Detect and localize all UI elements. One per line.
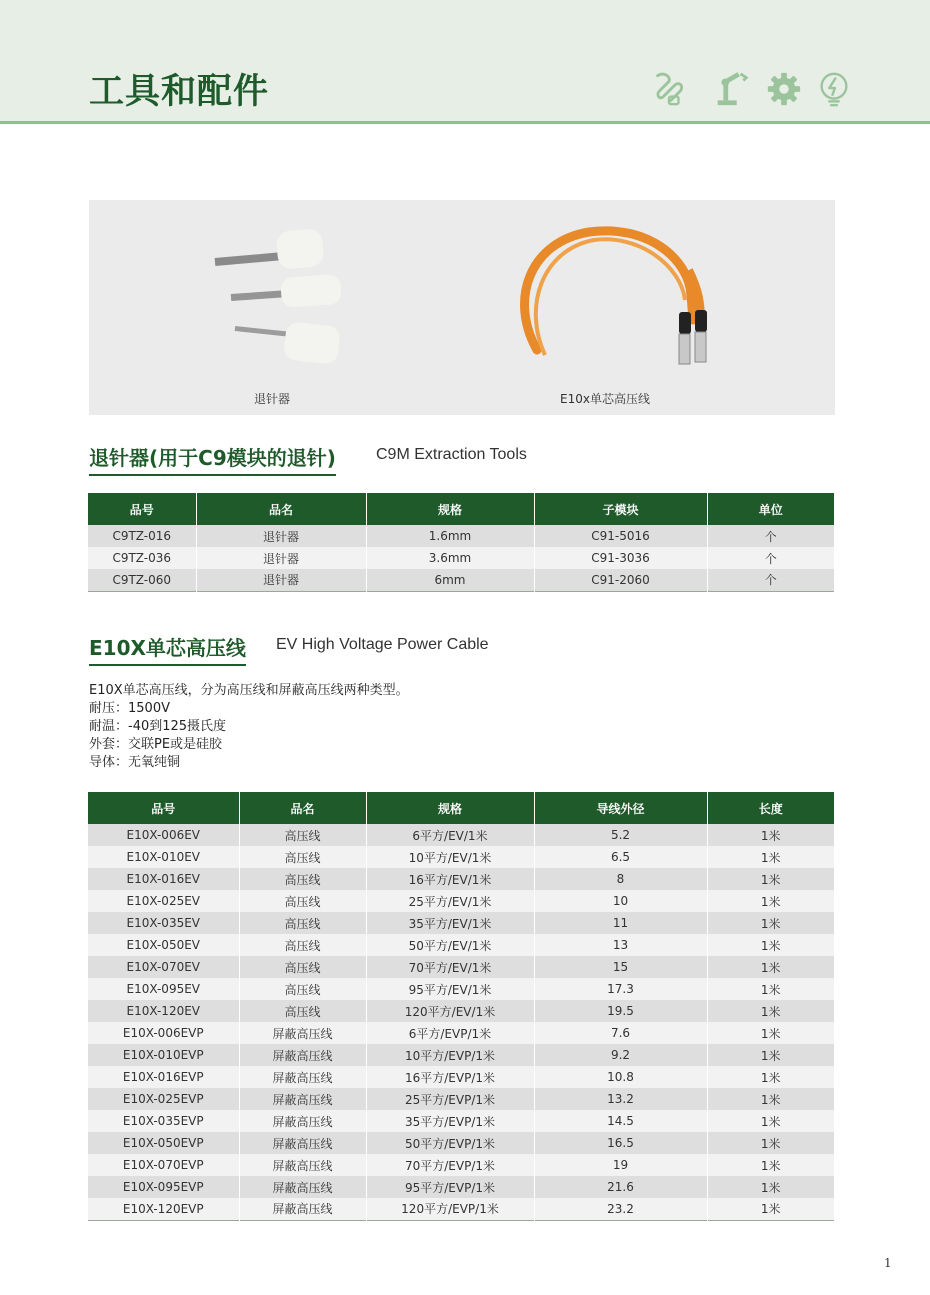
cell-part-no: E10X-025EVP <box>88 1088 239 1110</box>
table-row <box>88 1022 834 1044</box>
cell-unit: 个 <box>707 525 834 547</box>
cell-part-no: E10X-095EVP <box>88 1176 239 1198</box>
cell-part-no: E10X-120EV <box>88 1000 239 1022</box>
cell-unit: 1米 <box>707 1198 834 1220</box>
cell-name: 高压线 <box>239 868 366 890</box>
cell-value: 6.5 <box>534 846 707 868</box>
table-header-row <box>88 792 834 824</box>
cell-part-no: C9TZ-060 <box>88 569 196 591</box>
cell-part-no: E10X-095EV <box>88 978 239 1000</box>
cell-value: 10 <box>534 890 707 912</box>
col-header-part-no: 品号 <box>88 792 239 824</box>
cell-name: 退针器 <box>196 525 366 547</box>
cell-unit: 1米 <box>707 912 834 934</box>
cell-spec: 6平方/EV/1米 <box>366 824 534 846</box>
hv-cable-photo <box>89 200 835 415</box>
table-row <box>88 1000 834 1022</box>
cell-spec: 95平方/EVP/1米 <box>366 1176 534 1198</box>
table-row <box>88 1132 834 1154</box>
cell-name: 高压线 <box>239 1000 366 1022</box>
col-header-name: 品名 <box>239 792 366 824</box>
cell-part-no: E10X-010EVP <box>88 1044 239 1066</box>
cell-part-no: E10X-025EV <box>88 890 239 912</box>
cell-name: 屏蔽高压线 <box>239 1066 366 1088</box>
extraction-tools-table <box>88 493 834 592</box>
cell-value: 10.8 <box>534 1066 707 1088</box>
cell-value: 9.2 <box>534 1044 707 1066</box>
table-row <box>88 569 834 591</box>
cell-unit: 1米 <box>707 1132 834 1154</box>
table-row <box>88 824 834 846</box>
table-header-row <box>88 493 834 525</box>
cell-spec: 16平方/EVP/1米 <box>366 1066 534 1088</box>
header-divider <box>0 121 930 124</box>
cell-name: 屏蔽高压线 <box>239 1044 366 1066</box>
cell-spec: 50平方/EVP/1米 <box>366 1132 534 1154</box>
table-row <box>88 956 834 978</box>
hv-cable-table <box>88 792 834 1221</box>
cell-spec: 50平方/EV/1米 <box>366 934 534 956</box>
cell-value: 7.6 <box>534 1022 707 1044</box>
description-line: E10X单芯高压线，分为高压线和屏蔽高压线两种类型。 <box>89 683 409 698</box>
cell-unit: 1米 <box>707 868 834 890</box>
table-row <box>88 912 834 934</box>
cell-spec: 70平方/EV/1米 <box>366 956 534 978</box>
cell-spec: 35平方/EVP/1米 <box>366 1110 534 1132</box>
cell-unit: 个 <box>707 569 834 591</box>
cell-part-no: E10X-035EV <box>88 912 239 934</box>
table-row <box>88 1154 834 1176</box>
cell-unit: 1米 <box>707 1044 834 1066</box>
cell-value: 23.2 <box>534 1198 707 1220</box>
cell-name: 高压线 <box>239 978 366 1000</box>
cell-unit: 1米 <box>707 956 834 978</box>
cell-unit: 1米 <box>707 1088 834 1110</box>
description-line: 耐温：-40到125摄氏度 <box>89 719 227 734</box>
cell-value: 21.6 <box>534 1176 707 1198</box>
cell-unit: 1米 <box>707 890 834 912</box>
cell-spec: 120平方/EVP/1米 <box>366 1198 534 1220</box>
col-header-unit: 单位 <box>707 493 834 525</box>
section1-subtitle: C9M Extraction Tools <box>376 446 527 463</box>
table-row <box>88 1110 834 1132</box>
cell-name: 屏蔽高压线 <box>239 1088 366 1110</box>
cell-unit: 个 <box>707 547 834 569</box>
cell-spec: 95平方/EV/1米 <box>366 978 534 1000</box>
product-photo-panel <box>89 200 835 415</box>
wrench-plug-icon <box>650 70 688 108</box>
cell-spec: 10平方/EVP/1米 <box>366 1044 534 1066</box>
cell-value: 5.2 <box>534 824 707 846</box>
cell-part-no: E10X-006EVP <box>88 1022 239 1044</box>
cell-value: 19 <box>534 1154 707 1176</box>
cell-value: 13.2 <box>534 1088 707 1110</box>
cell-unit: 1米 <box>707 1154 834 1176</box>
cell-spec: 10平方/EV/1米 <box>366 846 534 868</box>
col-header-part-no: 品号 <box>88 493 196 525</box>
gear-icon <box>765 70 803 108</box>
description-line: 外套：交联PE或是硅胶 <box>89 737 223 752</box>
cell-part-no: C9TZ-016 <box>88 525 196 547</box>
cell-spec: 6平方/EVP/1米 <box>366 1022 534 1044</box>
cell-name: 高压线 <box>239 890 366 912</box>
cell-name: 退针器 <box>196 547 366 569</box>
cell-unit: 1米 <box>707 824 834 846</box>
col-header-submodule: 子模块 <box>534 493 707 525</box>
cell-spec: 6mm <box>366 569 534 591</box>
table-row <box>88 846 834 868</box>
cell-value: 17.3 <box>534 978 707 1000</box>
cell-unit: 1米 <box>707 978 834 1000</box>
cell-spec: 70平方/EVP/1米 <box>366 1154 534 1176</box>
cell-part-no: E10X-016EV <box>88 868 239 890</box>
robot-arm-icon <box>712 70 750 108</box>
cell-part-no: E10X-010EV <box>88 846 239 868</box>
table-row <box>88 1088 834 1110</box>
table-row <box>88 547 834 569</box>
table-row <box>88 1176 834 1198</box>
table-row <box>88 1066 834 1088</box>
col-header-length: 长度 <box>707 792 834 824</box>
col-header-name: 品名 <box>196 493 366 525</box>
table-row <box>88 934 834 956</box>
cell-part-no: E10X-050EVP <box>88 1132 239 1154</box>
cell-spec: 16平方/EV/1米 <box>366 868 534 890</box>
section1-title: 退针器(用于C9模块的退针) <box>89 442 336 476</box>
cell-name: 屏蔽高压线 <box>239 1132 366 1154</box>
cell-unit: 1米 <box>707 1176 834 1198</box>
description-line: 耐压：1500V <box>89 701 170 716</box>
cell-unit: 1米 <box>707 934 834 956</box>
table-row <box>88 890 834 912</box>
col-header-spec: 规格 <box>366 792 534 824</box>
description-line: 导体：无氧纯铜 <box>89 755 181 770</box>
cell-unit: 1米 <box>707 846 834 868</box>
cell-spec: 1.6mm <box>366 525 534 547</box>
cell-spec: 25平方/EV/1米 <box>366 890 534 912</box>
cell-part-no: E10X-016EVP <box>88 1066 239 1088</box>
cell-part-no: E10X-006EV <box>88 824 239 846</box>
cell-name: 高压线 <box>239 912 366 934</box>
cell-spec: 35平方/EV/1米 <box>366 912 534 934</box>
cell-value: 13 <box>534 934 707 956</box>
col-header-outer-diameter: 导线外径 <box>534 792 707 824</box>
section2-subtitle: EV High Voltage Power Cable <box>276 636 489 653</box>
cable-description <box>89 682 409 772</box>
cell-part-no: E10X-050EV <box>88 934 239 956</box>
cell-spec: 25平方/EVP/1米 <box>366 1088 534 1110</box>
cell-unit: 1米 <box>707 1066 834 1088</box>
cell-name: 屏蔽高压线 <box>239 1176 366 1198</box>
lightbulb-icon <box>815 70 853 108</box>
cell-part-no: E10X-070EVP <box>88 1154 239 1176</box>
table-row <box>88 978 834 1000</box>
cell-name: 屏蔽高压线 <box>239 1110 366 1132</box>
cell-part-no: E10X-070EV <box>88 956 239 978</box>
cell-part-no: E10X-120EVP <box>88 1198 239 1220</box>
cell-value: 16.5 <box>534 1132 707 1154</box>
table-row <box>88 525 834 547</box>
page-number: 1 <box>884 1256 892 1270</box>
cell-value: 15 <box>534 956 707 978</box>
col-header-spec: 规格 <box>366 493 534 525</box>
cell-value: 14.5 <box>534 1110 707 1132</box>
table-row <box>88 1198 834 1220</box>
cell-value: C91-3036 <box>534 547 707 569</box>
cell-name: 退针器 <box>196 569 366 591</box>
cell-name: 屏蔽高压线 <box>239 1022 366 1044</box>
cell-value: 8 <box>534 868 707 890</box>
page-title: 工具和配件 <box>89 72 270 112</box>
cell-unit: 1米 <box>707 1000 834 1022</box>
cell-name: 屏蔽高压线 <box>239 1198 366 1220</box>
cell-part-no: E10X-035EVP <box>88 1110 239 1132</box>
cell-part-no: C9TZ-036 <box>88 547 196 569</box>
cell-spec: 120平方/EV/1米 <box>366 1000 534 1022</box>
cell-name: 高压线 <box>239 956 366 978</box>
cell-name: 高压线 <box>239 824 366 846</box>
cell-name: 高压线 <box>239 846 366 868</box>
cell-value: C91-2060 <box>534 569 707 591</box>
cell-value: 19.5 <box>534 1000 707 1022</box>
table-row <box>88 868 834 890</box>
cell-unit: 1米 <box>707 1110 834 1132</box>
hv-cable-caption: E10x单芯高压线 <box>560 392 650 406</box>
table-row <box>88 1044 834 1066</box>
cell-name: 屏蔽高压线 <box>239 1154 366 1176</box>
cell-value: 11 <box>534 912 707 934</box>
extraction-tool-caption: 退针器 <box>254 392 291 406</box>
cell-spec: 3.6mm <box>366 547 534 569</box>
cell-unit: 1米 <box>707 1022 834 1044</box>
cell-value: C91-5016 <box>534 525 707 547</box>
section2-title: E10X单芯高压线 <box>89 632 246 666</box>
cell-name: 高压线 <box>239 934 366 956</box>
